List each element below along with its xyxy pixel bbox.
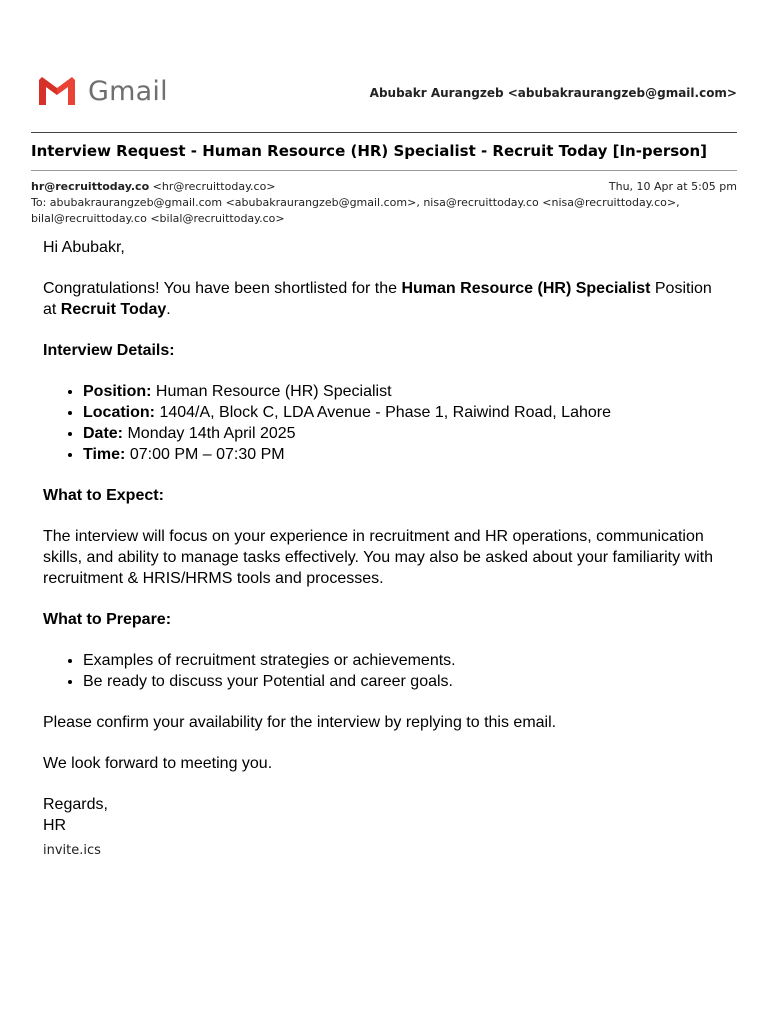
attachment-link[interactable]: invite.ics (43, 843, 101, 858)
detail-date (83, 423, 728, 444)
regards-text: Regards, (43, 796, 108, 813)
account-name: Abubakr Aurangzeb <abubakraurangzeb@gmail.com> (369, 86, 737, 100)
prepare-list (43, 650, 728, 692)
greeting: Hi Abubakr, (43, 239, 125, 256)
expect-heading: What to Expect: (43, 487, 164, 504)
detail-time (83, 444, 728, 465)
detail-label: Position: (83, 383, 152, 400)
detail-label: Time: (83, 446, 126, 463)
detail-value: Monday 14th April 2025 (123, 425, 296, 442)
prepare-heading: What to Prepare: (43, 611, 172, 628)
gmail-wordmark: Gmail (88, 75, 168, 107)
detail-location (83, 402, 728, 423)
email-subject: Interview Request - Human Resource (HR) Specialist - Recruit Today [In-person] (31, 142, 708, 160)
gmail-logo (36, 73, 168, 109)
detail-value: 07:00 PM – 07:30 PM (125, 446, 285, 463)
email-meta (31, 179, 737, 227)
congrats-prefix: Congratulations! You have been shortlisted for the (43, 280, 402, 297)
congrats-end: . (166, 301, 171, 318)
closing-paragraph: We look forward to meeting you. (43, 755, 273, 772)
details-list (43, 381, 728, 465)
signature-text: HR (43, 817, 67, 834)
detail-value: Human Resource (HR) Specialist (151, 383, 392, 400)
detail-position (83, 381, 728, 402)
prepare-item: • Examples of recruitment strategies or achievements. (83, 650, 728, 671)
expect-paragraph: The interview will focus on your experience in recruitment and HR operations, communication skills, and ability to manage tasks effectively. You may also be asked about your familiarity with recruitment & HRIS/HRMS tools and processes. (43, 528, 713, 587)
company-name: Recruit Today (60, 301, 167, 318)
detail-label: Location: (83, 404, 155, 421)
position-name: Human Resource (HR) Specialist (401, 280, 651, 297)
gmail-envelope-icon (36, 74, 78, 108)
email-date: Thu, 10 Apr at 5:05 pm (608, 180, 737, 193)
detail-label: Date: (83, 425, 124, 442)
details-heading: Interview Details: (43, 342, 175, 359)
congrats-mid: Position at (43, 280, 712, 318)
recipients-line: To: abubakraurangzeb@gmail.com <abubakraurangzeb@gmail.com>, nisa@recruittoday.co <nisa@recruittoday.co>, (31, 196, 680, 209)
subject-divider (31, 170, 737, 171)
header-divider (31, 132, 737, 133)
sender-email: <hr@recruittoday.co> (152, 180, 276, 193)
confirm-paragraph: Please confirm your availability for the interview by replying to this email. (43, 714, 557, 731)
prepare-item: • Be ready to discuss your Potential and career goals. (83, 671, 728, 692)
recipients-line-2: bilal@recruittoday.co <bilal@recruittoday.co> (31, 212, 285, 225)
detail-value: 1404/A, Block C, LDA Avenue - Phase 1, Raiwind Road, Lahore (155, 404, 611, 421)
congrats-paragraph (43, 278, 728, 320)
email-body (43, 237, 728, 836)
sender-name: hr@recruittoday.co (31, 180, 150, 193)
